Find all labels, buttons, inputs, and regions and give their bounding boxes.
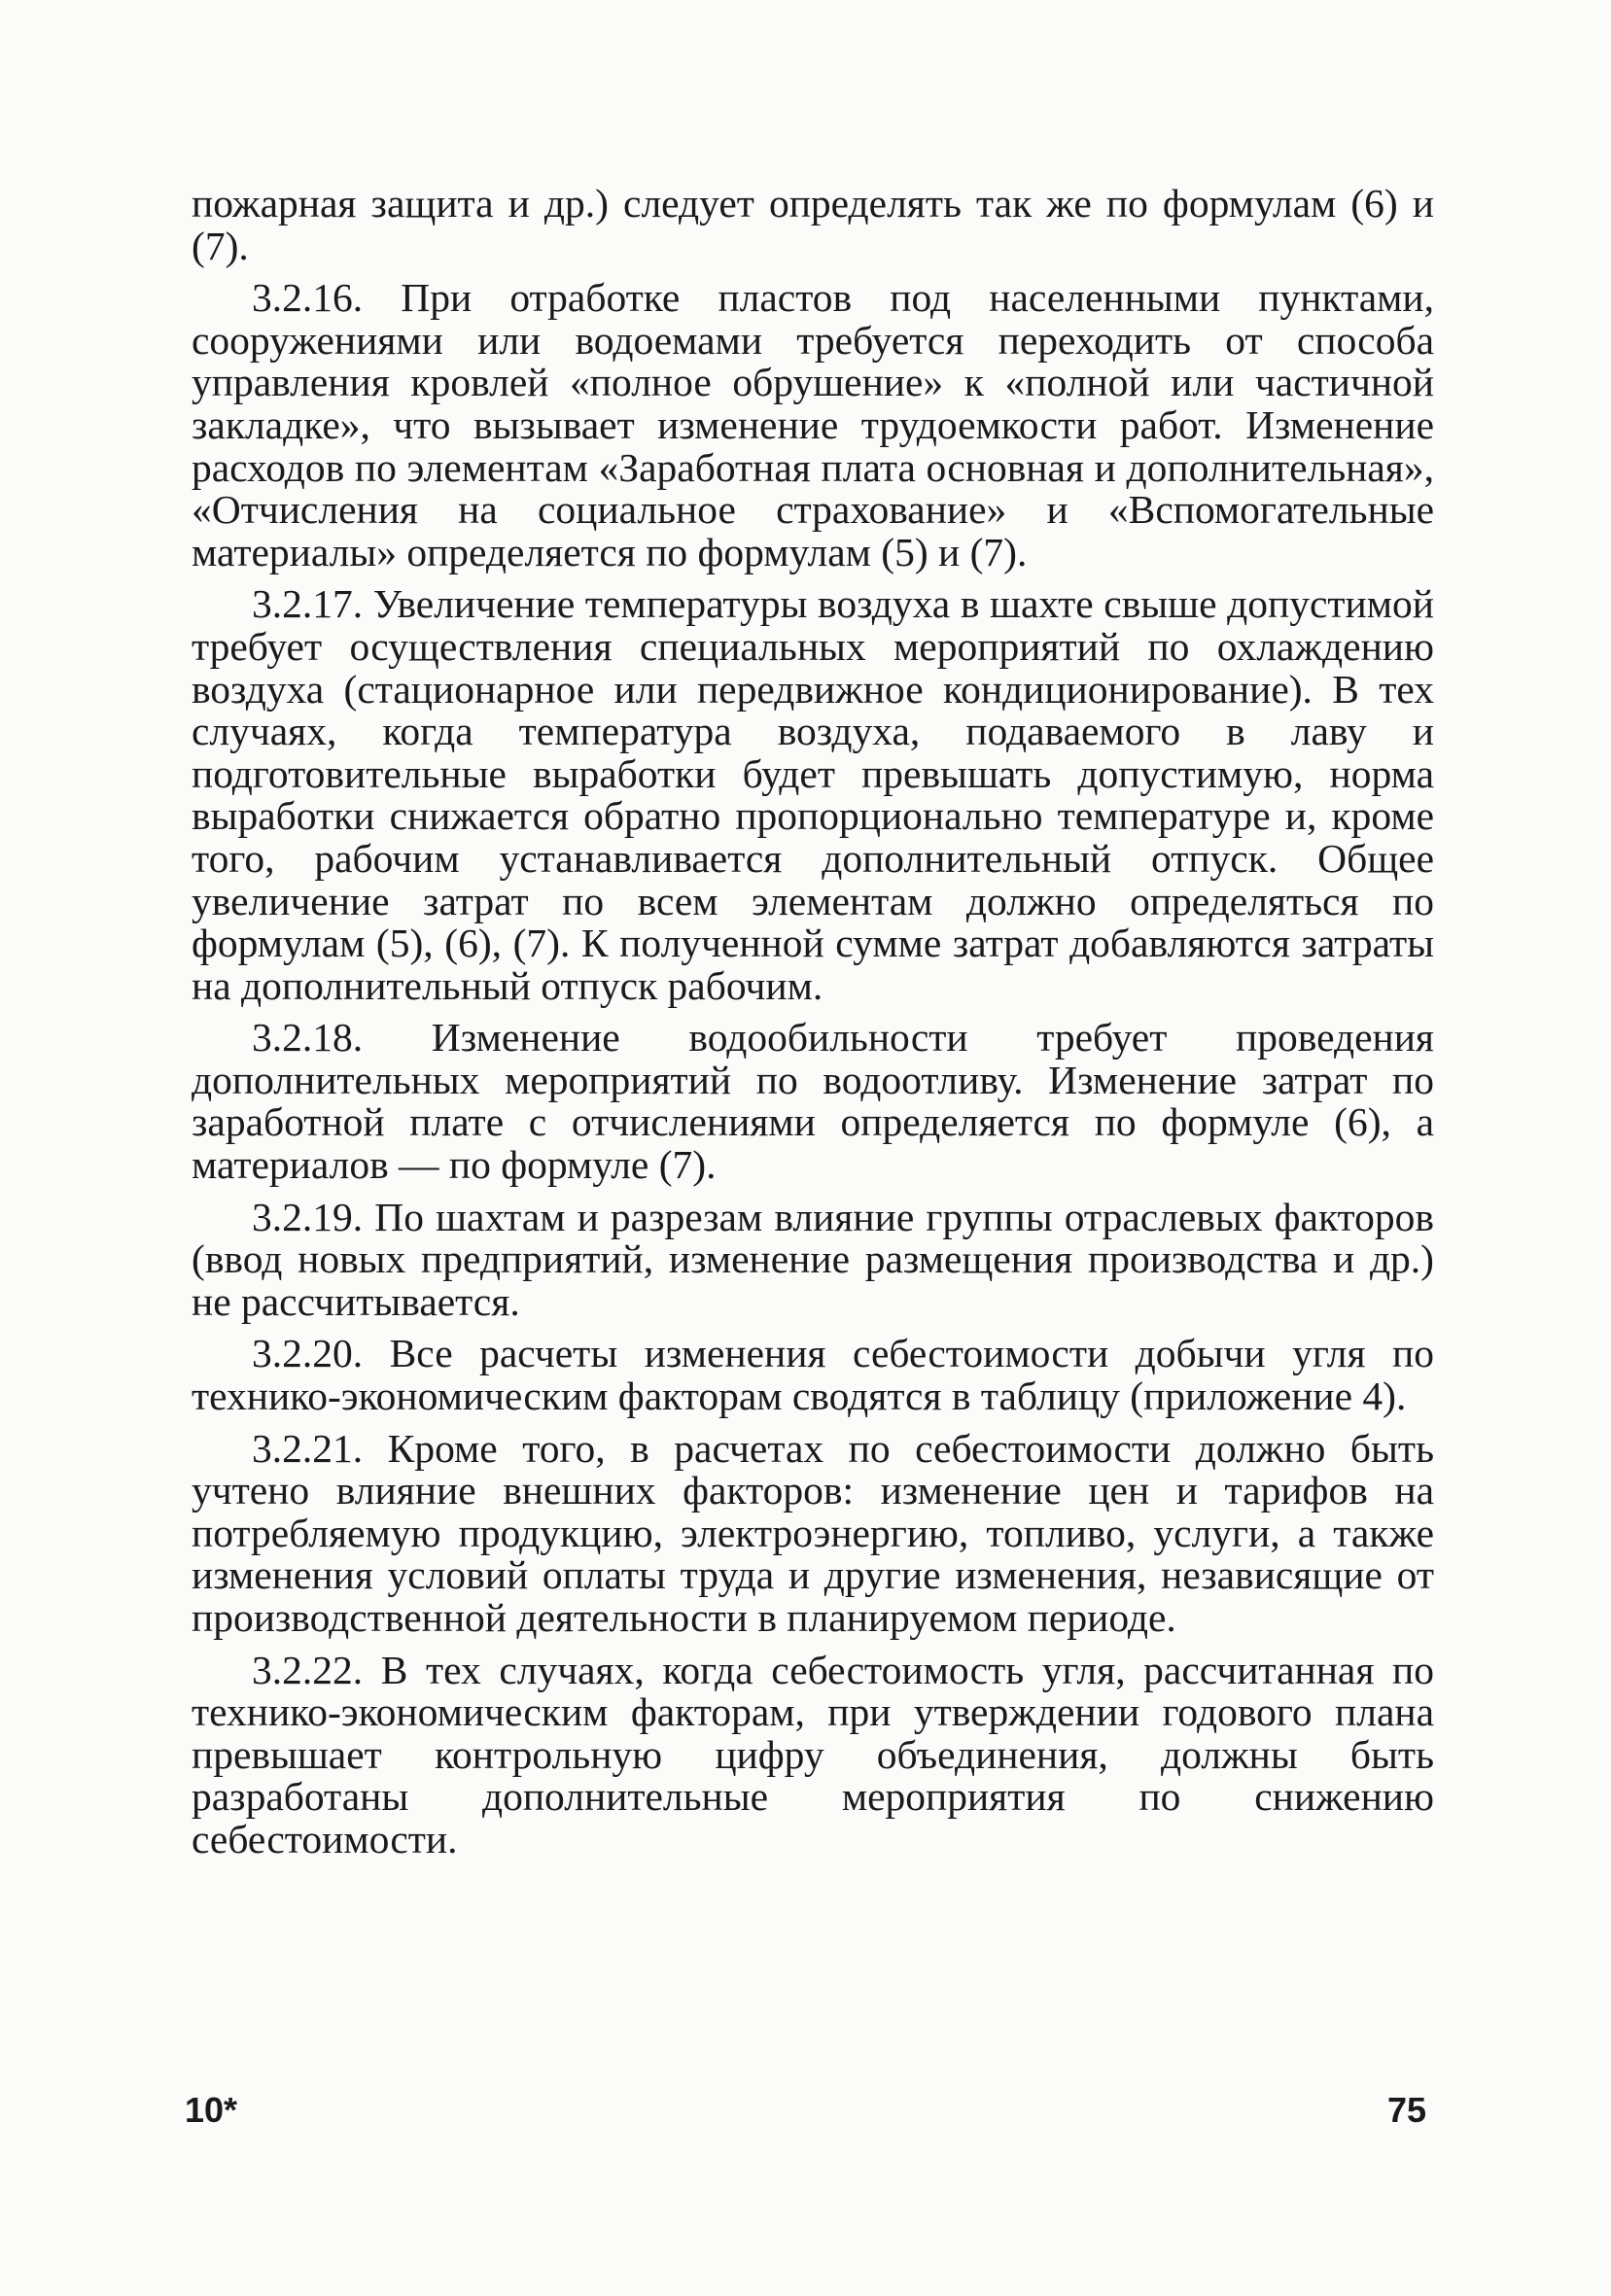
signature-mark: 10* [185,2090,238,2130]
paragraph-3-2-16: 3.2.16. При отработке пластов под населенными пунктами, сооружениями или водоемами требуется переходить от способа управления кровлей «полное обрушение» к «полной или частичной закладке», что вызывает изменение трудоемкости работ. Изменение расходов по элементам «Заработная плата основная и дополнительная», «Отчисления на социальное страхование» и «Вспомогательные материалы» определяется по формулам (5) и (7). [192,275,1434,574]
paragraph-3-2-22: 3.2.22. В тех случаях, когда себестоимость угля, рассчитанная по технико-экономическим факторам, при утверждении годового плана превышает контрольную цифру объединения, должны быть разработаны дополнительные мероприятия по снижению себестоимости. [192,1647,1434,1861]
paragraph-3-2-20: 3.2.20. Все расчеты изменения себестоимости добычи угля по технико-экономическим факторам сводятся в таблицу (приложение 4). [192,1331,1434,1419]
body-text [192,183,1434,1871]
paragraph-3-2-19: 3.2.19. По шахтам и разрезам влияние группы отраслевых факторов (ввод новых предприятий, изменение размещения производства и др.) не рассчитывается. [192,1194,1434,1324]
paragraph-3-2-17: 3.2.17. Увеличение температуры воздуха в шахте свыше допустимой требует осуществления специальных мероприятий по охлаждению воздуха (стационарное или передвижное кондиционирование). В тех случаях, когда температура воздуха, подаваемого в лаву и подготовительные выработки будет превышать допустимую, норма выработки снижается обратно пропорционально температуре и, кроме того, рабочим устанавливается дополнительный отпуск. Общее увеличение затрат по всем элементам должно определяться по формулам (5), (6), (7). К полученной сумме затрат добавляются затраты на дополнительный отпуск рабочим. [192,581,1434,1008]
paragraph-continuation: пожарная защита и др.) следует определять так же по формулам (6) и (7). [192,181,1434,268]
paragraph-3-2-21: 3.2.21. Кроме того, в расчетах по себестоимости должно быть учтено влияние внешних факторов: изменение цен и тарифов на потребляемую продукцию, электроэнергию, топливо, услуги, а также изменения условий оплаты труда и другие изменения, независящие от производственной деятельности в планируемом периоде. [192,1425,1434,1640]
paragraph-3-2-18: 3.2.18. Изменение водообильности требует проведения дополнительных мероприятий по водоотливу. Изменение затрат по заработной плате с отчислениями определяется по формуле (6), а материалов — по формуле (7). [192,1015,1434,1188]
page-footer [185,2090,1426,2139]
page-number: 75 [1386,2090,1426,2130]
